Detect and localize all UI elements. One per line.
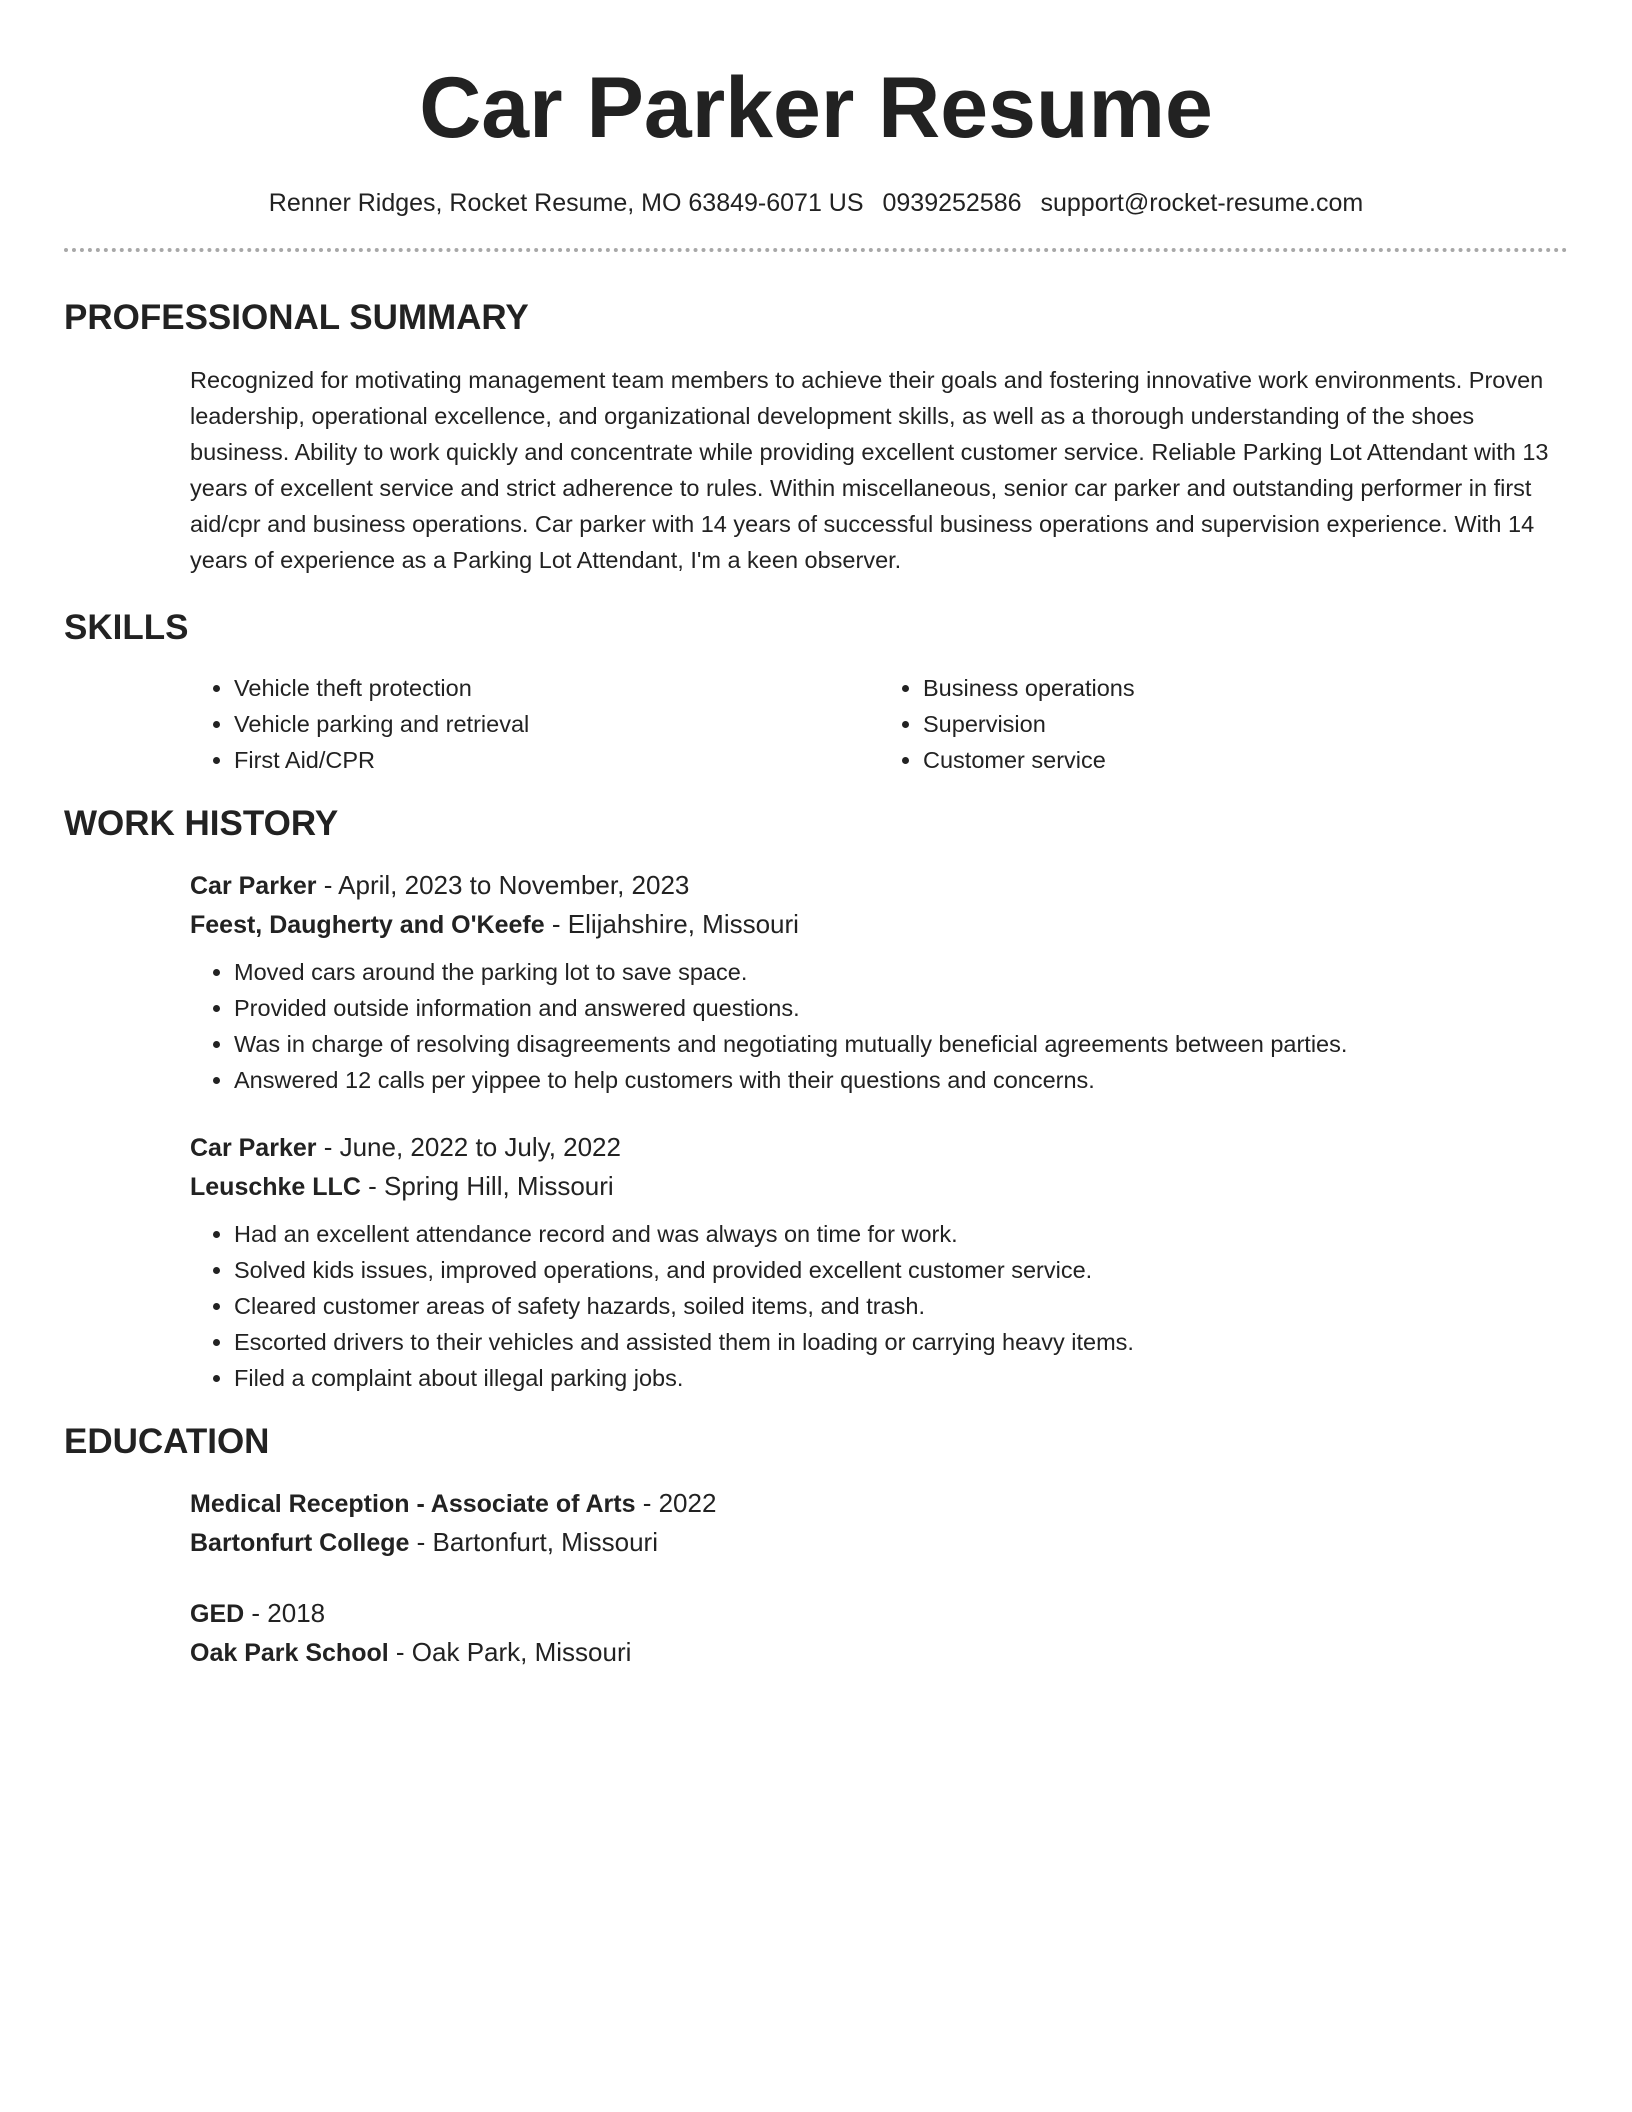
- education-degree: Medical Reception - Associate of Arts: [190, 1490, 636, 1518]
- job-title-line: [190, 866, 1568, 905]
- skill-item: • First Aid/CPR: [234, 742, 879, 778]
- education-school-line: [190, 1633, 1568, 1672]
- contact-phone: 0939252586: [882, 189, 1022, 217]
- job-bullet: • Filed a complaint about illegal parking jobs.: [234, 1360, 1568, 1396]
- job-company: Feest, Daugherty and O'Keefe: [190, 911, 545, 939]
- job-bullet: • Had an excellent attendance record and was always on time for work.: [234, 1216, 1568, 1252]
- education-entry: [190, 1484, 1568, 1562]
- education-school: Oak Park School: [190, 1639, 389, 1667]
- education-year: - 2018: [244, 1598, 326, 1628]
- job-bullet: • Cleared customer areas of safety hazards, soiled items, and trash.: [234, 1288, 1568, 1324]
- job-entry: [190, 1128, 1568, 1396]
- education-location: - Oak Park, Missouri: [388, 1637, 632, 1667]
- job-dates: - June, 2022 to July, 2022: [316, 1132, 621, 1162]
- skill-item: • Customer service: [923, 742, 1568, 778]
- job-title-line: [190, 1128, 1568, 1167]
- skill-item: • Business operations: [923, 670, 1568, 706]
- job-location: - Elijahshire, Missouri: [544, 909, 799, 939]
- job-location: - Spring Hill, Missouri: [360, 1171, 614, 1201]
- contact-email: support@rocket-resume.com: [1040, 189, 1364, 217]
- job-company: Leuschke LLC: [190, 1173, 361, 1201]
- job-bullet: • Provided outside information and answered questions.: [234, 990, 1568, 1026]
- skills-heading: SKILLS: [64, 608, 189, 647]
- summary-text: Recognized for motivating management team members to achieve their goals and fostering innovative work environments. Proven leadership, operational excellence, and organizational development skills, as well as a thorough understanding of the shoes business. Ability to work quickly and concentrate while providing excellent customer service. Reliable Parking Lot Attendant with 13 years of excellent service and strict adherence to rules. Within miscellaneous, senior car parker and outstanding performer in first aid/cpr and business operations. Car parker with 14 years of successful business operations and supervision experience. With 14 years of experience as a Parking Lot Attendant, I'm a keen observer.: [190, 367, 1549, 573]
- education-school-line: [190, 1523, 1568, 1562]
- education-entry: [190, 1594, 1568, 1672]
- contact-address: Renner Ridges, Rocket Resume, MO 63849-6071 US: [268, 189, 864, 217]
- summary-heading: PROFESSIONAL SUMMARY: [64, 298, 529, 337]
- skill-item: • Vehicle parking and retrieval: [234, 706, 879, 742]
- job-bullets: [190, 954, 1568, 1098]
- job-bullets: [190, 1216, 1568, 1396]
- work-heading: WORK HISTORY: [64, 804, 339, 843]
- skills-column-left: [190, 670, 879, 778]
- job-bullet: • Moved cars around the parking lot to save space.: [234, 954, 1568, 990]
- job-company-line: [190, 1167, 1568, 1206]
- skill-item: • Supervision: [923, 706, 1568, 742]
- education-location: - Bartonfurt, Missouri: [409, 1527, 658, 1557]
- job-bullet: • Escorted drivers to their vehicles and assisted them in loading or carrying heavy items.: [234, 1324, 1568, 1360]
- job-bullet: • Solved kids issues, improved operations, and provided excellent customer service.: [234, 1252, 1568, 1288]
- resume-title: Car Parker Resume: [419, 60, 1213, 156]
- education-degree: GED: [190, 1600, 245, 1628]
- skills-column-right: [879, 670, 1568, 778]
- job-company-line: [190, 905, 1568, 944]
- job-title: Car Parker: [190, 1134, 317, 1162]
- job-entry: [190, 866, 1568, 1098]
- skills-list: [190, 670, 1568, 778]
- contact-line: [64, 186, 1568, 220]
- education-school: Bartonfurt College: [190, 1529, 410, 1557]
- education-degree-line: [190, 1484, 1568, 1523]
- job-dates: - April, 2023 to November, 2023: [316, 870, 690, 900]
- education-heading: EDUCATION: [64, 1422, 270, 1461]
- education-degree-line: [190, 1594, 1568, 1633]
- education-year: - 2022: [635, 1488, 717, 1518]
- job-bullet: • Was in charge of resolving disagreements and negotiating mutually beneficial agreements between parties.: [234, 1026, 1568, 1062]
- job-bullet: • Answered 12 calls per yippee to help customers with their questions and concerns.: [234, 1062, 1568, 1098]
- skill-item: • Vehicle theft protection: [234, 670, 879, 706]
- job-title: Car Parker: [190, 872, 317, 900]
- header-divider: [64, 248, 1568, 252]
